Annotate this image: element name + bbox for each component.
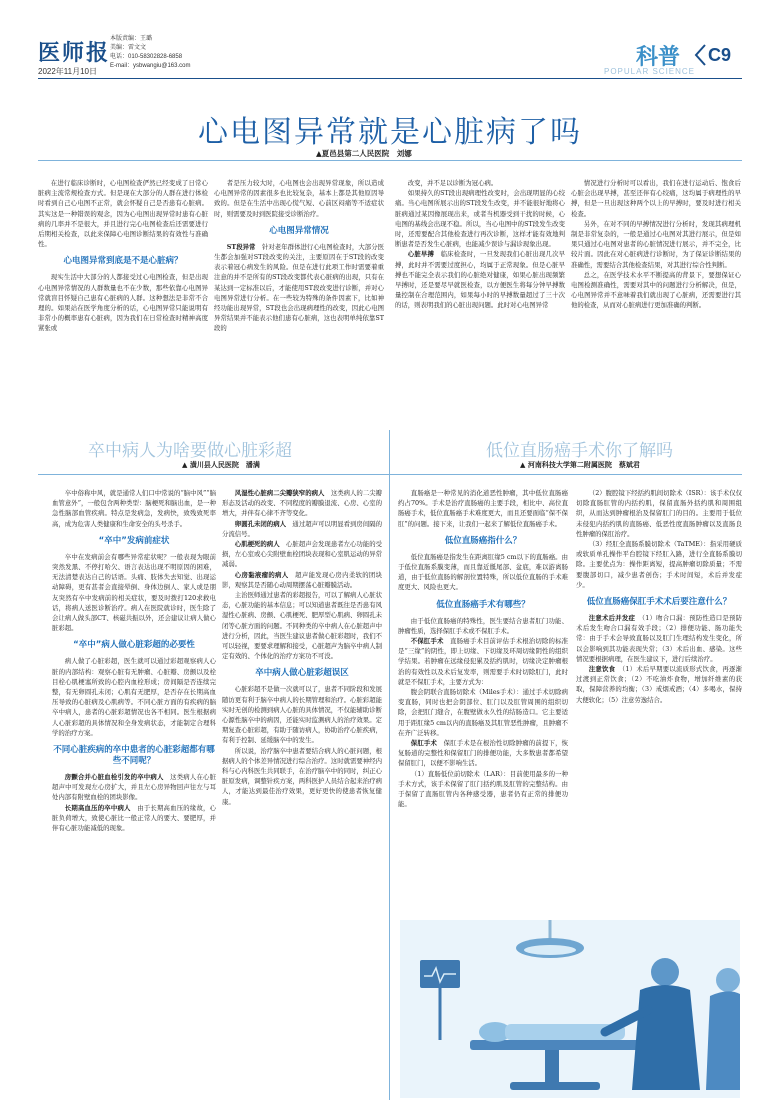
article-column xyxy=(214,178,384,428)
subheading: 低位直肠癌保肛手术术后要注意什么？ xyxy=(586,597,732,608)
paragraph-text: 这类病人在心脏超声中可发现左心房扩大，并且左心房异物回声往左与耳处内部有附壁血栓的团块影像。 xyxy=(52,773,216,802)
newspaper-logo: 医师报 xyxy=(38,40,111,66)
lead-term: 心房黏液瘤的病人 xyxy=(234,570,289,579)
subheading: “卒中”病人做心脏彩超的必要性 xyxy=(73,640,195,651)
divider xyxy=(38,78,742,79)
paragraph xyxy=(222,539,382,570)
lead-term: 卵圆孔未闭的病人 xyxy=(234,519,287,528)
lead-term: 注意术后并发症 xyxy=(588,614,636,623)
paragraph: 总之，在医学技术水平不断提高的背景下，要想保证心电图检测准确性，需要对其中的问题进行分析解决，但是，心电图异常并不意味着我们就出现了心脏病，还需要进行其他的检查，从而对心脏病进行更加准确的判断。 xyxy=(571,270,741,310)
divider xyxy=(38,160,742,161)
paragraph-text: （1）术后早期要以流质形式饮食，再逐渐过渡到正常饮食；（2）不吃油炸食物，增加纤维素的获取，保障营养的均衡；（3）戒烟戒酒；（4）多喝水，保持大便软化；（5）注意劳逸结合。 xyxy=(576,665,742,704)
paragraph-text: 保肛手术是在根治性切除肿瘤的前提下，恢复肠道的完整性和保留肛门的排便功能，大多数患者都希望保留肛门，以便不影响生活。 xyxy=(398,739,568,768)
section-name: 科普 xyxy=(636,45,681,70)
paragraph: （1）直肠低位前切除术（LAR）：目前使用最多的一种手术方式，该手术保留了肛门括约肌及肛管的完整结构。由于保留了直肠肛管内各种感受器，患者仍有正常的排便功能。 xyxy=(398,769,568,809)
paragraph: 另外，在对不同的早搏情况进行分析时，发现其病理机制是非常复杂的，一般是通过心电图对其进行展示，但是如果只通过心电图对患者的心脏情况进行展示，并不完全，比较片面。因此在对心脏病进行诊断时，为了保证诊断结果的准确性，需要结合其他检查结果，对其进行综合性判断。 xyxy=(571,219,741,269)
lead-term: ST段异常 xyxy=(226,242,256,251)
lead-term: 心肌梗死的病人 xyxy=(234,540,280,549)
paragraph: 主治医师通过患者的彩超报告，可以了解病人心脏状态，心脏功能的基本信息；可以知道患者既往是否患有风湿性心脏病、房颤、心肌梗死、肥厚型心肌病、卵圆孔未闭等心脏方面的问题。不同种类的卒中病人在心脏超声中进行分析，因此，当医生建议患者做心脏彩超时，我们不可以轻视，要要求理解和接受，心脏超声为脑卒中病人制定有效的、个体化的治疗方案功不可没。 xyxy=(222,591,382,661)
editor-info xyxy=(110,35,190,71)
chevron-left-icon xyxy=(693,43,707,67)
article-title: 卒中病人为啥要做心脏彩超 xyxy=(88,441,292,461)
lead-term: 注意饮食 xyxy=(588,665,616,674)
lead-term: 心脏早搏 xyxy=(407,250,435,259)
article-column xyxy=(38,178,208,428)
section-name-en: POPULAR SCIENCE xyxy=(604,67,696,76)
surgery-illustration xyxy=(400,920,740,1098)
paragraph: 在进行临床诊断时，心电图检查俨然已经变成了日常心脏病主流常规检查方式。但是现在大部分的人群在进行体检时看到自己心电图不正常，就会怀疑自己是否患有心脏病。其实这是一种错误的观念，因为心电图出现异常时患有心脏病的几率并不是很大，并且进行完心电图检查后还需要进行后期相关检查，以此来保障心电图诊断结果的有效性与准确性。 xyxy=(38,179,208,249)
article-byline: ▲ 潢川县人民医院 潘满 xyxy=(182,461,260,469)
subheading: 低位直肠癌手术有哪些？ xyxy=(436,599,530,610)
paragraph xyxy=(52,803,216,834)
editor-line: E-mail：ysbwangiu@163.com xyxy=(110,63,191,69)
lead-term: 不保肛手术 xyxy=(410,637,444,646)
article-column xyxy=(576,488,742,918)
lead-term: 保肛手术 xyxy=(410,739,438,748)
paragraph-text: 超声能发现心房内柔软的团块影，观察其是否随心动周期摆荡心脏瓣膜活动。 xyxy=(222,570,382,589)
subheading: 卒中病人做心脏彩超误区 xyxy=(255,668,349,679)
article-title: 心电图异常就是心脏病了吗 xyxy=(198,115,582,150)
paragraph: 所以说，治疗脑卒中患者要结合病人的心脏问题，根据病人的个体差异情况进行综合治疗。这时就需要神经内科与心内科医生共同联手，在治疗脑卒中的同时，纠正心脏原发病，调整针疾方案，两科医护人员结合起来治疗病人，才能达到最佳治疗效果，更好更快的使患者恢复健康。 xyxy=(222,746,382,806)
article-byline: ▲ 河南科技大学第二附属医院 蔡斌君 xyxy=(520,461,640,469)
paragraph: 改变，并不足以诊断为冠心病。 xyxy=(407,179,498,187)
paragraph: 现实生活中大部分的人都接受过心电图检查，但是出现心电图异常情况的人群数量也不在少数，那些依靠心电图异常就盲目怀疑自己患有心脏病的人群。这种想法是非常不合理的。如果站在医学角度分析的话，心电图异常只能说明有非常小的概率患有心脏病，因为我们在日常检查时精神高度紧张或 xyxy=(38,273,208,333)
paragraph xyxy=(214,242,384,334)
paragraph-text: 由于长期高血压的缘故，心脏负荷增大，致使心脏比一般正常人的要大、要肥厚，并伴有心脏功能减低的现象。 xyxy=(52,803,216,833)
paragraph xyxy=(222,570,382,590)
article-column xyxy=(398,488,568,918)
article-column xyxy=(571,178,741,428)
column-divider xyxy=(389,430,390,1100)
paragraph: 情况进行分析时可以看出，我们在进行运动后、饱食后心脏会出现早搏，甚至还伴有心绞痛，这均属于病理性的早搏，但是一旦出现这种两个以上的早搏时，要及时进行相关检查。 xyxy=(571,179,741,218)
paragraph-text: 这类病人的二尖瓣形态及活动的改变、不同程度的瓣膜退流、心房、心室的增大，并伴有心律不齐等变化。 xyxy=(222,489,382,518)
paragraph-text: （1）吻合口漏：预防性造口是预防术后发生吻合口漏有效手段；（2）排便功能、肠功能失常：由于手术会导致直肠以及肛门生理结构发生变化，所以会影响到其功能表现失常；（3）术后出血、感染。这些情况要根据病理，在医生建议下，进行后续治疗。 xyxy=(576,614,742,663)
editor-line: 电话：010-58302828-6858 xyxy=(110,54,183,60)
paragraph xyxy=(398,636,568,687)
subheading: 心电图异常情况 xyxy=(269,225,329,236)
paragraph xyxy=(576,613,742,664)
paragraph xyxy=(222,519,382,539)
article-column xyxy=(395,178,565,428)
subheading: 低位直肠癌指什么？ xyxy=(444,535,522,546)
paragraph: 低位直肠癌是指发生在距离肛缘5 cm以下的直肠癌。由于低位直肠系膜变薄，而且靠近骶尾部、盆底，难以游离肠道，由于低位直肠的解剖位置特殊，所以低位直肠的手术难度更大、风险也更大。 xyxy=(398,552,568,592)
paragraph xyxy=(398,738,568,769)
paragraph-text: 心脏超声会发现患者左心功能的受损，左心室或心尖附壁血栓团块表现和心室肌运动的异常减弱。 xyxy=(222,540,382,569)
paragraph: 如果持久的ST段出现病理性改变时，会出现明显的心绞痛。当心电图所展示出的ST段发生改变，并不能很好地将心脏病通过某因像展现出来，或者当机器受到干扰的时候，心电图的基线会出现不稳。所以，当心电图中的ST段发生改变时，还需要配合其他检查进行再次诊断，这样才能有效地判断患者是否发生心脏病，也能减少误诊与漏诊现象出现。 xyxy=(395,189,565,249)
paragraph xyxy=(576,664,742,705)
paragraph: 由于低位直肠癌的特殊性，医生要结合患者肛门功能、肿瘤性质，选择保肛手术或不保肛手术。 xyxy=(398,616,568,635)
article-byline: ▲夏邑县第二人民医院 刘娜 xyxy=(316,149,412,158)
paragraph-text: 直肠癌手术目前评估手术根治切除的标准是“三缘”的阴性，即上切缘、下切缘及环周切缘阴性的组织学结果。若肿瘤在远缘侵犯累及括约肌时，切缘决定肿瘤根治的有效性以及术后复发率，则需要手术时切除肛门，此时就是不保肛手术，主要方式为： xyxy=(398,637,568,686)
paragraph: 者是压力较大时，心电图也会出现异常现象，所以造成心电图异常的因素很多也比较复杂，基本上都是其他原因导致的。但是在生活中出现心慌气短、心前区闷痛等不适症状时，则需要及时到医院接受诊断治疗。 xyxy=(214,179,384,218)
paragraph-text: 针对老年群体进行心电图检查时，大部分医生都会加强对ST段改变的关注，主要原因在于ST段的改变表示着冠心病发生的风险。但是在进行此项工作时需要着重注意的并不是所有的ST段改变都代表心脏病的出现，只有在某达到一定标准以后，才能使用ST段改变进行诊断，并对心电图异常进行分析。在一些较为特殊的条件因素下，比如神经功能出现异常，ST段也会出现病理性的改变，因此心电图异常结果并不能表示他们患有心脏病，这也表明单纯依靠ST段的 xyxy=(214,242,384,333)
paragraph: 卒中俗称中风，就是通常人们口中常说的“脑中风”“脑血管意外”，一般包含两种类型：脑梗死和脑出血，是一种急性脑部血管疾病。特点是发病急，发病快，致残致死率高，成为危害人类健康和生命安全的头号杀手。 xyxy=(52,489,216,528)
paragraph: 腹会阴联合直肠切除术（Miles手术）：通过手术切除病变直肠，同时也把会阴部位、肛门以及肛管周围的组织切除，会把肛门缝合，在腹壁做永久性的结肠造口。它主要适用于距肛缘5 cm以内的直肠癌及其肛管恶性肿瘤，且肿瘤不在齐广泛转移。 xyxy=(398,688,568,737)
paragraph xyxy=(395,249,565,310)
paragraph: （3）经肛全直肠系膜切除术（TaTME）：指采用硬质或软质单孔操作平台腔镜下经肛入路，进行全直肠系膜切除。主要优点为：操作距离短，提高肿瘤切除质量；不需要腹部切口，减少患者创伤；手术时间短，术后并发症少。 xyxy=(576,540,742,589)
paragraph-text: 通过超声可以明显看到房间隔的分流信号。 xyxy=(222,519,382,538)
subheading: “卒中”发病前症状 xyxy=(98,535,170,546)
issue-date: 2022年11月10日 xyxy=(38,67,97,76)
editor-line: 美编：雷文文 xyxy=(110,45,147,51)
article-column xyxy=(52,488,216,1098)
paragraph: 心脏彩超不是做一次就可以了，患者不同阶段和发展随访更有利于脑卒中病人的长期管理和治疗。心脏彩超能实时无创的检测到病人心脏的具体情况，不仅能辅助诊断心源性脑卒中的病因，还能实时监测病人的治疗效果。定期复查心脏彩超，有助于随访病人，协助治疗心脏疾病，有利于控制、延缓脑卒中的发生。 xyxy=(222,685,382,745)
paragraph xyxy=(52,772,216,803)
subheading: 不同心脏疾病的卒中患者的心脏彩超都有哪些不同呢？ xyxy=(53,745,215,767)
paragraph-text: 临床检查时，一旦发现我们心脏出现几次早搏，此时并不需要过度担心，均属于正常现象。但是心脏早搏也不能完全表示我们的心脏绝对健康，如果心脏出现频繁早搏时，还是要尽早就医检查，以方便医生将每分钟早搏数量控制在合理范围内，如果每小时的早搏数量超过了三十次的话，则表明我们的心脏出现问题。此时对心电图异常 xyxy=(395,250,565,310)
subheading: 心电图异常到底是不是心脏病？ xyxy=(63,256,183,267)
lead-term: 长期高血压的卒中病人 xyxy=(64,803,131,812)
paragraph: 直肠癌是一种常见的消化道恶性肿瘤，其中低位直肠癌约占70%。手术是治疗直肠癌的主要手段，相比中、高位直肠癌手术，低位直肠癌手术难度更大，而且还要面临“保不保肛”的问题。接下来，让我们一起来了解低位直肠癌手术。 xyxy=(398,489,568,528)
divider xyxy=(38,474,742,475)
paragraph xyxy=(222,488,382,519)
paragraph: （2）腹腔镜下经括约肌间切除术（ISR）：该手术仅仅切除直肠肛管的内括约肌，保留直肠外括约肌和周围组织，从而达到肿瘤根治及保留肛门的目的。主要用于低位未侵犯内括约肌的直肠癌、低恶性度直肠肿瘤以及直肠良性肿瘤的保肛治疗。 xyxy=(576,489,742,538)
lead-term: 风湿性心脏病二尖瓣狭窄的病人 xyxy=(234,489,325,497)
paragraph: 卒中在发病前会有哪些异常症状呢？一般表现为眼前突然发黑、不停打哈欠、语言表达出现不明原因的困难，无法清楚表达自己的话语。头痛、肢体失去知觉、出现运动障碍，更有甚者会直接晕倒、身体边倒人、家人或是朋友突然有卒中发病前的相关症状，要及时拨打120求救电话，将病人送医诊断治疗。病人在医院就诊时，医生除了会让病人做头部CT、核磁共振以外，还会建议让病人做心脏彩超。 xyxy=(52,552,216,633)
article-column xyxy=(222,488,382,1098)
article-title: 低位直肠癌手术你了解吗 xyxy=(486,441,673,461)
lead-term: 房颤合并心脏血栓引发的卒中病人 xyxy=(64,773,164,782)
paragraph: 病人做了心脏彩超，医生就可以通过彩超观察病人心脏的内部结构：观察心脏有无肿瘤、心脏瓣、房颤以及栓目栓心肌梗塞所致的心腔内血栓形成；房间隔是否连续完整，有无卵圆孔未闭；心肌有无肥厚，是否存在长期高血压导致的心脏病及心肌病等。不同心脏方面的有疾病的脑卒中病人，患者的心脏彩超情况也各不相同。医生根据病人心脏彩超的具体情况和全身发病状态，才能制定合理科学的治疗方案。 xyxy=(52,657,216,737)
page-number: C9 xyxy=(708,45,732,65)
editor-line: 本版责编：王璐 xyxy=(110,36,153,42)
